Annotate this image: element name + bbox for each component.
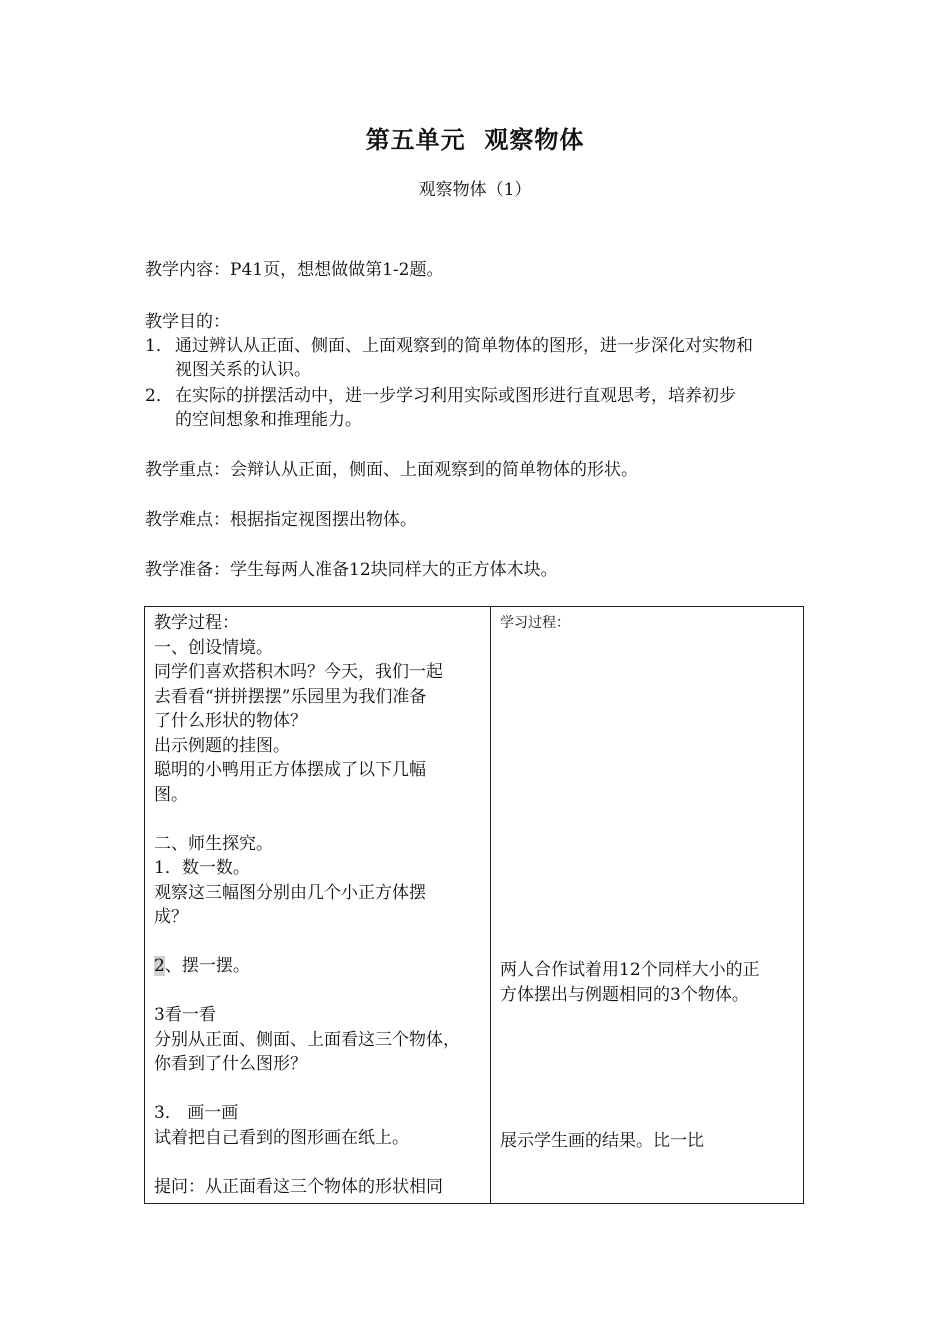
text-line: 试着把自己看到的图形画在纸上。 [154,1127,409,1148]
objective-text-continued: 视图关系的认识。 [175,360,311,380]
text-line: 同学们喜欢搭积木吗？今天，我们一起 [154,662,443,682]
document-subtitle: 观察物体（1） [418,180,532,200]
step-arrange [154,954,482,979]
step-arrange-text: 、摆一摆。 [164,956,250,976]
section-2-title: 二、师生探究。 [154,833,273,854]
right-column-header: 学习过程： [500,615,570,631]
objective-text-continued: 的空间想象和推理能力。 [175,410,362,430]
text-line: 两人合作试着用12个同样大小的正 [500,960,760,980]
objective-text: 在实际的拼摆活动中，进一步学习利用实际或图形进行直观思考，培养初步 [175,386,736,406]
preparation: 教学准备：学生每两人准备12块同样大的正方体木块。 [145,560,558,580]
text-line: 方体摆出与例题相同的3个物体。 [500,984,749,1005]
column-divider [490,607,491,1203]
learning-activity-1 [500,958,800,1007]
text-line: 出示例题的挂图。 [154,735,290,756]
left-column-header: 教学过程： [154,613,239,633]
step-count: 1．数一数。 [154,858,250,878]
step-look: 3看一看 [154,1005,216,1025]
document-title: 第五单元 观察物体 [365,125,585,154]
key-point: 教学重点：会辩认从正面，侧面、上面观察到的简单物体的形状。 [145,460,638,480]
objective-text: 通过辨认从正面、侧面、上面观察到的简单物体的图形，进一步深化对实物和 [175,336,753,356]
objective-number: 2． [145,386,173,406]
objective-item-2 [145,384,810,432]
objectives-heading: 教学目的： [145,312,230,332]
text-line: 成？ [154,907,188,927]
text-line: 图。 [154,784,188,805]
text-line: 你看到了什么图形？ [154,1054,307,1074]
step-number-highlight: 2 [154,956,165,976]
text-line: 了什么形状的物体？ [154,711,307,731]
text-line: 聪明的小鸭用正方体摆成了以下几幅 [154,760,426,780]
text-line: 分别从正面、侧面、上面看这三个物体， [154,1029,460,1050]
learning-activity-2 [500,1129,800,1154]
section-1-title: 一、创设情境。 [154,637,273,658]
objective-number: 1． [145,336,173,356]
text-line: 展示学生画的结果。比一比 [500,1131,704,1151]
teaching-content: 教学内容：P41页，想想做做第1-2题。 [145,260,444,280]
step-draw: 3． 画一画 [154,1103,239,1123]
text-line: 观察这三幅图分别由几个小正方体摆 [154,882,426,903]
text-line: 去看看“拼拼摆摆”乐园里为我们准备 [154,686,427,707]
process-table [144,606,804,1204]
teaching-process-cell [154,611,482,1199]
text-line: 提问：从正面看这三个物体的形状相同 [154,1176,443,1197]
difficulty: 教学难点：根据指定视图摆出物体。 [145,510,417,530]
objective-item-1 [145,334,810,382]
